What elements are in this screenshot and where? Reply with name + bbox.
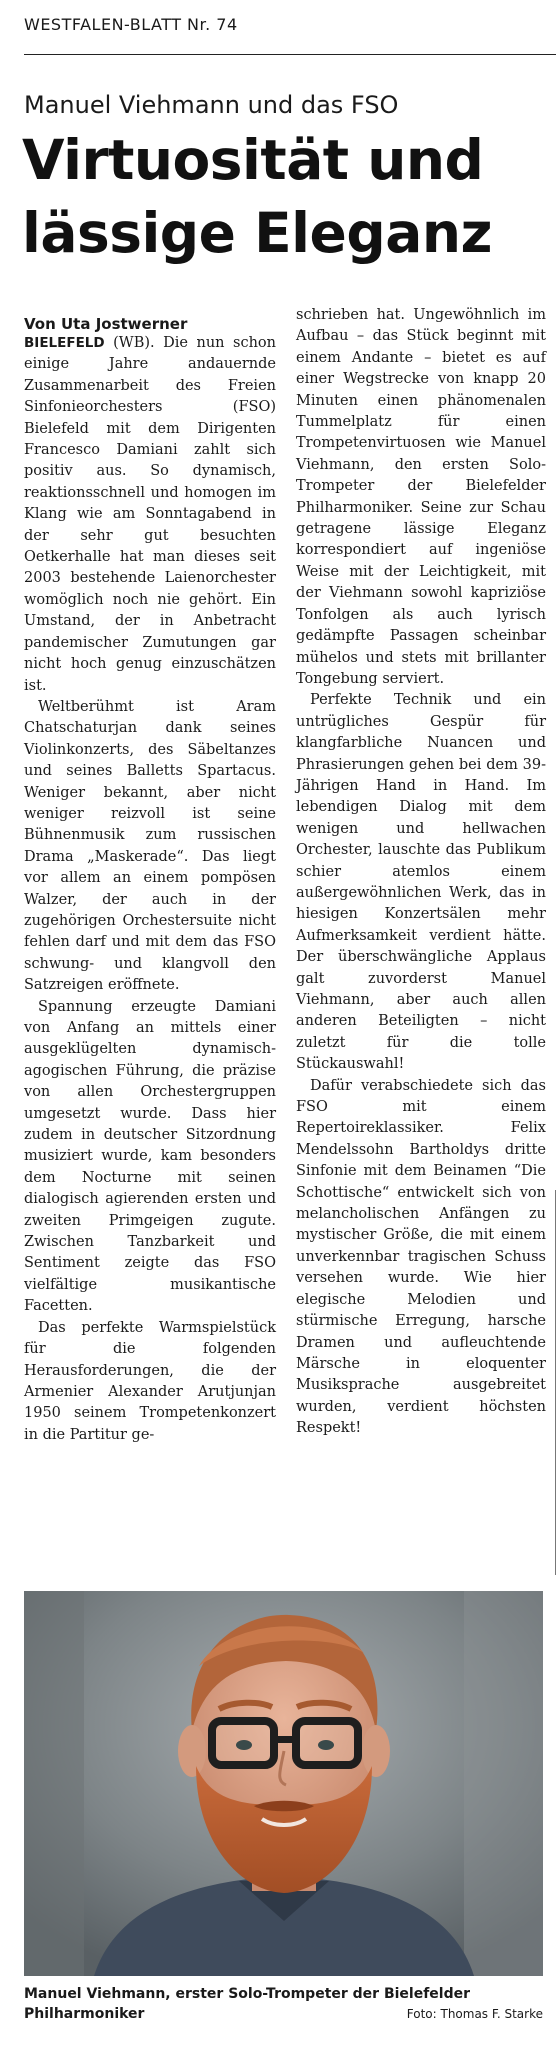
article-paragraph: Perfekte Technik und ein untrügliches Gespür für klangfarbliche Nuancen und Phrasierungen gehen bei dem 39-Jährigen Hand in Hand. Im lebendigen Dialog mit dem wenigen und hellwachen Orchester, lauschte das Publikum schier atemlos einem außergewöhnlichen Werk, das in hiesigen Konzertsälen mehr Aufmerksamkeit verdient hätte. Der überschwängliche Applaus galt zuvorderst Manuel Viehmann, aber auch allen anderen Beteiligten – nicht zuletzt für die tolle Stückauswahl! [296, 692, 546, 1073]
article-column-2 [296, 305, 546, 1440]
article-paragraph: Das perfekte Warmspielstück für die folgenden Herausforderungen, die der Armenier Alexander Arutjunjan 1950 seinem Trompetenkonzert in die Partitur ge- [24, 1319, 276, 1443]
column-rule [555, 1190, 556, 1575]
paragraph-text: Die nun schon einige Jahre andauernde Zusammenarbeit des Freien Sinfonieorchesters (FSO) Bielefeld mit dem Dirigenten Francesco Damiani zahlt sich positiv aus. So dynamisch, reaktionsschnell und homogen im Klang wie am Sonntagabend in der sehr gut besuchten Oetkerhalle hat man dieses seit 2003 bestehende Laienorchester womöglich noch nie gehört. Ein Umstand, der in Anbetracht pandemischer Zumutungen gar nicht hoch genug einzuschätzen ist. [24, 335, 276, 694]
dateline: BIELEFELD [24, 335, 105, 351]
portrait-illustration [24, 1591, 543, 1976]
article-byline: Von Uta Jostwerner [24, 315, 188, 333]
article-paragraph: schrieben hat. Ungewöhnlich im Aufbau – das Stück beginnt mit einem Andante – bietet es auf einer Wegstrecke von knapp 20 Minuten einen phänomenalen Tummelplatz für einen Trompetenvirtuosen wie Manuel Viehmann, den ersten Solo-Trompeter der Bielefelder Philharmoniker. Seine zur Schau getragene lässige Eleganz korrespondiert auf ingeniöse Weise mit der Leichtigkeit, mit der Viehmann sowohl kapriziöse Tonfolgen als auch lyrisch gedämpfte Passagen scheinbar mühelos und stets mit brillanter Tongebung serviert. [296, 307, 546, 687]
agency: (WB). [113, 335, 155, 351]
article-paragraph: Dafür verabschiedete sich das FSO mit einem Repertoireklassiker. Felix Mendelssohn Bartholdys dritte Sinfonie mit dem Beinamen “Die Schottische“ entwickelt sich von melancholischen Anfängen zu mystischer Größe, die mit einem unverkennbar tragischen Schuss versehen wurde. Wie hier elegische Melodien und stürmische Erregung, harsche Dramen und aufleuchtende Märsche in eloquenter Musiksprache ausgebreitet wurden, verdient höchsten Respekt! [296, 1077, 546, 1437]
photo-credit: Foto: Thomas F. Starke [406, 2007, 543, 2021]
masthead: WESTFALEN-BLATT Nr. 74 [24, 10, 556, 55]
photo-caption: Manuel Viehmann, erster Solo-Trompeter der Bielefelder Philharmoniker [24, 1986, 471, 2022]
article-headline: Virtuosität und lässige Eleganz [22, 128, 492, 265]
article-paragraph: Spannung erzeugte Damiani von Anfang an mittels einer ausgeklügelten dynamisch-agogischen Führung, die präzise von allen Orchestergruppen umgesetzt wurde. Dass hier zudem in deutscher Sitzordnung musiziert wurde, kam besonders dem Nocturne mit seinen dialogisch agierenden ersten und zweiten Primgeigen zugute. Zwischen Tanzbarkeit und Sentiment zeigte das FSO vielfältige musikantische Facetten. [24, 998, 276, 1315]
article-column-1 [24, 333, 276, 1446]
article-paragraph [24, 333, 276, 697]
article-kicker: Manuel Viehmann und das FSO [24, 91, 399, 119]
portrait-photo [24, 1591, 543, 1976]
article-paragraph: Weltberühmt ist Aram Chatschaturjan dank seines Violinkonzerts, des Säbeltanzes und seines Balletts Spartacus. Weniger bekannt, aber nicht weniger reizvoll ist seine Bühnenmusik zum russischen Drama „Maskerade“. Das liegt vor allem an einem pompösen Walzer, der auch in der zugehörigen Orchestersuite nicht fehlen darf und mit dem das FSO schwung- und klangvoll den Satzreigen eröffnete. [24, 698, 276, 994]
